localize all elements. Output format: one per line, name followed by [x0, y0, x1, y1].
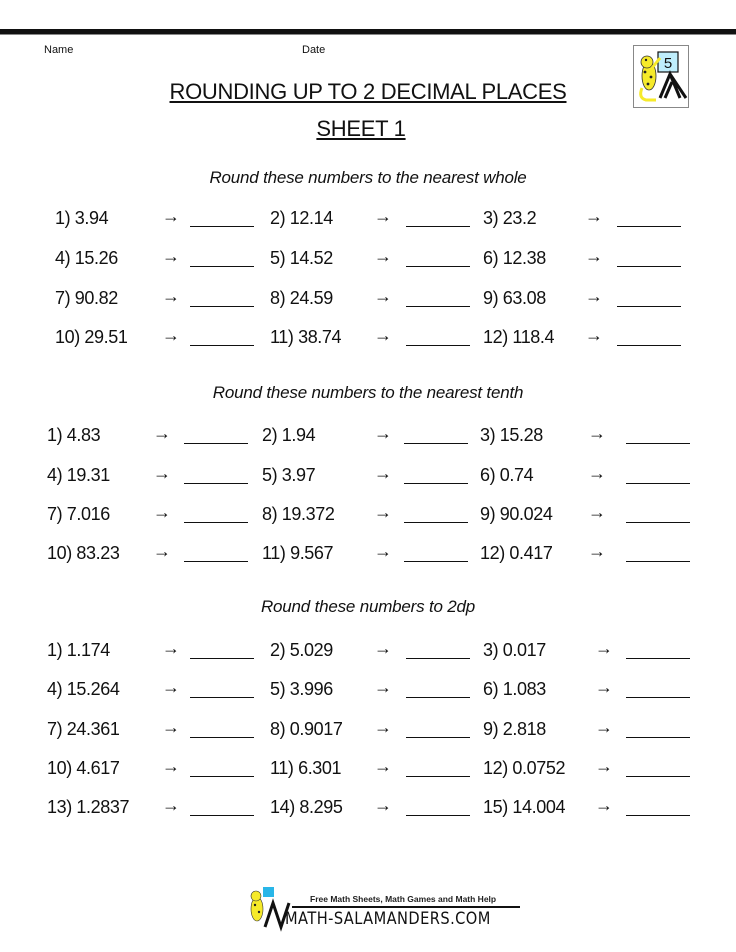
answer-blank[interactable]: [184, 482, 248, 484]
problem-item: 11) 6.301: [270, 758, 342, 778]
answer-blank[interactable]: [406, 344, 470, 346]
problem-item: 13) 1.2837: [47, 797, 130, 817]
answer-blank[interactable]: [626, 696, 690, 698]
problem-item: 6) 1.083: [483, 679, 546, 699]
problem-item: 8) 19.372: [262, 504, 335, 524]
arrow-right-icon: →: [374, 246, 392, 266]
answer-blank[interactable]: [406, 775, 470, 777]
problem-item: 1) 3.94: [55, 208, 109, 228]
answer-blank[interactable]: [404, 521, 468, 523]
problem-item: 11) 9.567: [262, 543, 334, 563]
arrow-right-icon: →: [585, 325, 603, 345]
problem-item: 1) 1.174: [47, 640, 110, 660]
problem-item: 7) 90.82: [55, 288, 118, 308]
problem-item: 3) 23.2: [483, 208, 537, 228]
arrow-right-icon: →: [374, 795, 392, 815]
answer-blank[interactable]: [190, 344, 254, 346]
answer-blank[interactable]: [190, 225, 254, 227]
problem-item: 15) 14.004: [483, 797, 566, 817]
page-subtitle: SHEET 1: [316, 116, 406, 141]
problem-item: 10) 83.23: [47, 543, 120, 563]
problem-item: 8) 24.59: [270, 288, 333, 308]
problem-item: 3) 15.28: [480, 425, 543, 445]
problem-item: 12) 0.0752: [483, 758, 566, 778]
arrow-right-icon: →: [162, 206, 180, 226]
arrow-right-icon: →: [374, 677, 392, 697]
problem-item: 5) 14.52: [270, 248, 333, 268]
problem-item: 10) 29.51: [55, 327, 128, 347]
problem-item: 2) 1.94: [262, 425, 316, 445]
answer-blank[interactable]: [626, 442, 690, 444]
answer-blank[interactable]: [626, 657, 690, 659]
arrow-right-icon: →: [162, 677, 180, 697]
problem-item: 14) 8.295: [270, 797, 343, 817]
problem-item: 2) 12.14: [270, 208, 333, 228]
problem-item: 6) 0.74: [480, 465, 534, 485]
answer-blank[interactable]: [617, 344, 681, 346]
answer-blank[interactable]: [184, 442, 248, 444]
svg-text:5: 5: [663, 55, 673, 72]
answer-blank[interactable]: [626, 521, 690, 523]
arrow-right-icon: →: [162, 286, 180, 306]
arrow-right-icon: →: [595, 795, 613, 815]
problem-item: 2) 5.029: [270, 640, 333, 660]
arrow-right-icon: →: [374, 638, 392, 658]
answer-blank[interactable]: [406, 814, 470, 816]
problem-item: 3) 0.017: [483, 640, 546, 660]
arrow-right-icon: →: [374, 206, 392, 226]
answer-blank[interactable]: [184, 560, 248, 562]
arrow-right-icon: →: [153, 423, 171, 443]
problem-item: 8) 0.9017: [270, 719, 343, 739]
arrow-right-icon: →: [162, 795, 180, 815]
problem-item: 5) 3.996: [270, 679, 333, 699]
answer-blank[interactable]: [190, 775, 254, 777]
problem-item: 10) 4.617: [47, 758, 120, 778]
problem-item: 4) 15.264: [47, 679, 120, 699]
top-rule-shadow: [0, 34, 736, 35]
problem-item: 9) 90.024: [480, 504, 553, 524]
arrow-right-icon: →: [162, 246, 180, 266]
arrow-right-icon: →: [374, 286, 392, 306]
problem-item: 1) 4.83: [47, 425, 101, 445]
arrow-right-icon: →: [595, 717, 613, 737]
section-title-2dp: Round these numbers to 2dp: [260, 597, 476, 616]
problem-item: 7) 7.016: [47, 504, 110, 524]
arrow-right-icon: →: [588, 541, 606, 561]
problem-item: 12) 0.417: [480, 543, 553, 563]
answer-blank[interactable]: [190, 696, 254, 698]
answer-blank[interactable]: [406, 696, 470, 698]
arrow-right-icon: →: [374, 325, 392, 345]
arrow-right-icon: →: [374, 756, 392, 776]
arrow-right-icon: →: [588, 463, 606, 483]
arrow-right-icon: →: [585, 206, 603, 226]
arrow-right-icon: →: [374, 717, 392, 737]
problem-item: 12) 118.4: [483, 327, 555, 347]
arrow-right-icon: →: [153, 463, 171, 483]
date-label: Date: [302, 44, 326, 56]
name-label: Name: [44, 44, 74, 56]
answer-blank[interactable]: [626, 736, 690, 738]
section-title-tenth: Round these numbers to the nearest tenth: [212, 383, 524, 402]
answer-blank[interactable]: [617, 305, 681, 307]
problem-item: 9) 2.818: [483, 719, 546, 739]
answer-blank[interactable]: [406, 736, 470, 738]
problem-item: 6) 12.38: [483, 248, 546, 268]
arrow-right-icon: →: [153, 502, 171, 522]
arrow-right-icon: →: [595, 638, 613, 658]
arrow-right-icon: →: [374, 423, 392, 443]
answer-blank[interactable]: [617, 225, 681, 227]
answer-blank[interactable]: [404, 560, 468, 562]
answer-blank[interactable]: [404, 482, 468, 484]
answer-blank[interactable]: [190, 265, 254, 267]
answer-blank[interactable]: [626, 814, 690, 816]
footer-brand: MATH-SALAMANDERS.COM: [285, 909, 491, 929]
arrow-right-icon: →: [374, 541, 392, 561]
answer-blank[interactable]: [190, 657, 254, 659]
answer-blank[interactable]: [190, 814, 254, 816]
arrow-right-icon: →: [585, 286, 603, 306]
answer-blank[interactable]: [406, 657, 470, 659]
answer-blank[interactable]: [184, 521, 248, 523]
answer-blank[interactable]: [406, 265, 470, 267]
arrow-right-icon: →: [162, 325, 180, 345]
arrow-right-icon: →: [374, 463, 392, 483]
section-title-whole: Round these numbers to the nearest whole: [209, 168, 527, 187]
arrow-right-icon: →: [595, 677, 613, 697]
arrow-right-icon: →: [588, 502, 606, 522]
answer-blank[interactable]: [617, 265, 681, 267]
arrow-right-icon: →: [585, 246, 603, 266]
problem-item: 11) 38.74: [270, 327, 342, 347]
answer-blank[interactable]: [626, 482, 690, 484]
problem-item: 4) 19.31: [47, 465, 110, 485]
answer-blank[interactable]: [406, 225, 470, 227]
arrow-right-icon: →: [162, 756, 180, 776]
problem-item: 9) 63.08: [483, 288, 546, 308]
page-title: ROUNDING UP TO 2 DECIMAL PLACES: [169, 79, 567, 104]
arrow-right-icon: →: [162, 717, 180, 737]
answer-blank[interactable]: [404, 442, 468, 444]
arrow-right-icon: →: [588, 423, 606, 443]
arrow-right-icon: →: [374, 502, 392, 522]
footer-rule: [292, 906, 520, 908]
answer-blank[interactable]: [406, 305, 470, 307]
arrow-right-icon: →: [595, 756, 613, 776]
problem-item: 5) 3.97: [262, 465, 316, 485]
answer-blank[interactable]: [190, 736, 254, 738]
problem-item: 7) 24.361: [47, 719, 120, 739]
arrow-right-icon: →: [162, 638, 180, 658]
problem-item: 4) 15.26: [55, 248, 118, 268]
answer-blank[interactable]: [626, 775, 690, 777]
answer-blank[interactable]: [190, 305, 254, 307]
answer-blank[interactable]: [626, 560, 690, 562]
footer-tagline: Free Math Sheets, Math Games and Math Help: [310, 894, 497, 904]
arrow-right-icon: →: [153, 541, 171, 561]
